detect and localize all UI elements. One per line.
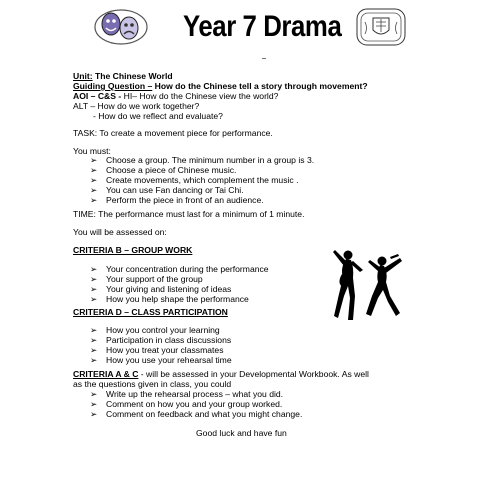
- school-crest-icon: [356, 8, 406, 46]
- guiding-question-line: [73, 81, 368, 91]
- dancers-silhouette-icon: [326, 244, 412, 326]
- aoi-value: How do the Chinese view the world?: [139, 91, 279, 101]
- alt-line-1: ALT – How do we work together?: [73, 101, 200, 111]
- bullet-arrow-icon: ➢: [90, 165, 98, 175]
- bullet-arrow-icon: ➢: [90, 345, 98, 355]
- criteria-ac-intro-2: as the questions given in class, you could: [73, 379, 232, 389]
- bullet-arrow-icon: ➢: [90, 335, 98, 345]
- bullet-arrow-icon: ➢: [90, 175, 98, 185]
- list-item: ➢ You can use Fan dancing or Tai Chi.: [90, 185, 244, 195]
- time-line: TIME: The performance must last for a minimum of 1 minute.: [73, 209, 305, 219]
- list-item: ➢ Your concentration during the performance: [90, 264, 269, 274]
- unit-value: The Chinese World: [94, 71, 173, 81]
- bullet-arrow-icon: ➢: [90, 409, 98, 419]
- list-item: ➢ Write up the rehearsal process – what you did.: [90, 389, 284, 399]
- task-line: TASK: To create a movement piece for performance.: [73, 128, 273, 138]
- page-title: Year 7 Drama: [183, 10, 342, 43]
- guiding-value: How do the Chinese tell a story through movement?: [154, 81, 368, 91]
- criteria-b-heading: CRITERIA B – GROUP WORK: [73, 245, 193, 255]
- must-list: [90, 155, 314, 205]
- list-item: ➢ How you treat your classmates: [90, 345, 224, 355]
- criteria-b-list: [90, 264, 269, 304]
- list-item: ➢ Comment on how you and your group worked.: [90, 399, 283, 409]
- unit-line: [73, 71, 173, 81]
- unit-label: Unit:: [73, 71, 93, 81]
- bullet-arrow-icon: ➢: [90, 325, 98, 335]
- criteria-ac-line: [73, 369, 369, 379]
- closing-line: Good luck and have fun: [196, 428, 287, 438]
- list-item: ➢ Participation in class discussions: [90, 335, 232, 345]
- aoi-label: AOI – C&S -: [73, 91, 122, 101]
- bullet-arrow-icon: ➢: [90, 155, 98, 165]
- list-item: ➢ Choose a group. The minimum number in a group is 3.: [90, 155, 315, 165]
- criteria-ac-intro: - will be assessed in your Developmental Workbook. As well: [138, 369, 369, 379]
- list-item: ➢ Comment on feedback and what you might change.: [90, 409, 303, 419]
- alt-line-2: - How do we reflect and evaluate?: [93, 111, 223, 121]
- list-item: ➢ Your support of the group: [90, 274, 203, 284]
- aoi-line: [73, 91, 278, 101]
- bullet-arrow-icon: ➢: [90, 274, 98, 284]
- aoi-tag: HI–: [123, 91, 137, 101]
- guiding-label: Guiding Question –: [73, 81, 153, 91]
- list-item: ➢ Create movements, which complement the music .: [90, 175, 299, 185]
- bullet-arrow-icon: ➢: [90, 195, 98, 205]
- bullet-arrow-icon: ➢: [90, 185, 98, 195]
- header-dash: [262, 58, 266, 59]
- bullet-arrow-icon: ➢: [90, 264, 98, 274]
- bullet-arrow-icon: ➢: [90, 399, 98, 409]
- assessed-line: You will be assessed on:: [73, 227, 167, 237]
- criteria-d-list: [90, 325, 232, 365]
- bullet-arrow-icon: ➢: [90, 355, 98, 365]
- bullet-arrow-icon: ➢: [90, 389, 98, 399]
- criteria-ac-heading: CRITERIA A & C: [73, 369, 139, 379]
- list-item: ➢ Your giving and listening of ideas: [90, 284, 232, 294]
- list-item: ➢ How you use your rehearsal time: [90, 355, 232, 365]
- criteria-d-heading: CRITERIA D – CLASS PARTICIPATION: [73, 307, 228, 317]
- list-item: ➢ How you help shape the performance: [90, 294, 249, 304]
- list-item: ➢ How you control your learning: [90, 325, 220, 335]
- theatre-masks-icon: [94, 6, 148, 46]
- bullet-arrow-icon: ➢: [90, 284, 98, 294]
- criteria-ac-list: [90, 389, 302, 419]
- bullet-arrow-icon: ➢: [90, 294, 98, 304]
- list-item: ➢ Perform the piece in front of an audience.: [90, 195, 264, 205]
- list-item: ➢ Choose a piece of Chinese music.: [90, 165, 237, 175]
- must-heading: You must:: [73, 146, 111, 156]
